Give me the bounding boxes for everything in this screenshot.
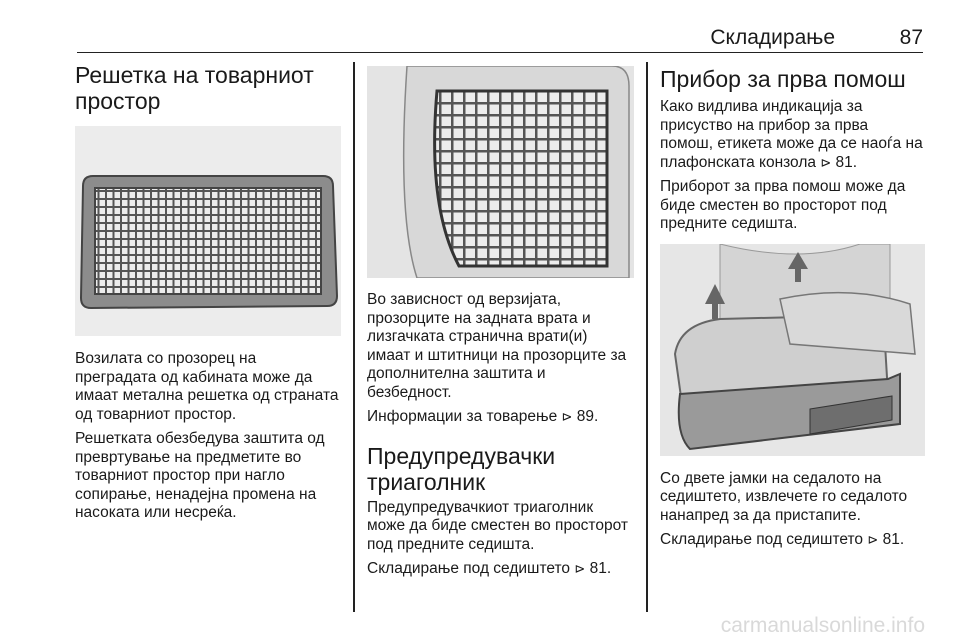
paragraph: Решетката обезбедува заштита од превртување на предметите во товарниот простор при нагло сопирање, ненадејна промена на насоката или несреќа. [75,430,325,521]
paragraph-with-ref: Како видлива индикација за присуство на прибор за прва помош, етикета може да се наоѓа на плафонската конзола ⊳ 81. [660,98,923,171]
watermark: carmanualsonline.info [720,614,925,637]
paragraph: Возилата со прозорец на преградата од кабината може да имаат метална решетка од страната од товарниот простор. [75,350,339,423]
section-heading: Предупредувачки триаголник [367,442,556,495]
paragraph: Приборот за прва помош може да биде сместен во просторот под предните седишта. [660,178,906,232]
column-divider [353,62,355,612]
column-cargo-grille [75,62,341,529]
paragraph-with-ref: Складирање под седиштето ⊳ 81. [660,531,905,548]
seat-storage-illustration-icon [660,244,925,456]
paragraph-with-ref: Складирање под седиштето ⊳ 81. [367,560,612,577]
paragraph: Во зависност од верзијата, прозорците на задната врата и лизгачката странична врати(и) имаат и штитници на прозорците за дополнителна заштита и безбедност. [367,291,627,401]
cargo-grille-illustration-icon [75,126,341,336]
window-grille-illustration-icon [367,66,634,278]
reference-arrow-icon: ⊳ [867,532,879,547]
header-title: Складирање [710,26,835,49]
paragraph-with-ref: Информации за товарење ⊳ 89. [367,408,599,425]
paragraph: Со двете јамки на седалото на седиштето, извлечете го седалото нанапред за да пристапите. [660,469,908,524]
section-heading: Прибор за прва помош [660,66,906,92]
reference-arrow-icon: ⊳ [820,154,832,170]
page-number: 87 [899,26,923,49]
column-window-guards [367,62,634,585]
column-first-aid [660,62,925,556]
reference-arrow-icon: ⊳ [561,409,573,424]
section-heading: Решетка на товарниот простор [75,62,314,114]
reference-arrow-icon: ⊳ [574,561,586,576]
paragraph: Предупредувачкиот триаголник може да биде сместен во просторот под предните седишта. [367,498,628,553]
column-divider [646,62,648,612]
page-header [77,0,923,53]
